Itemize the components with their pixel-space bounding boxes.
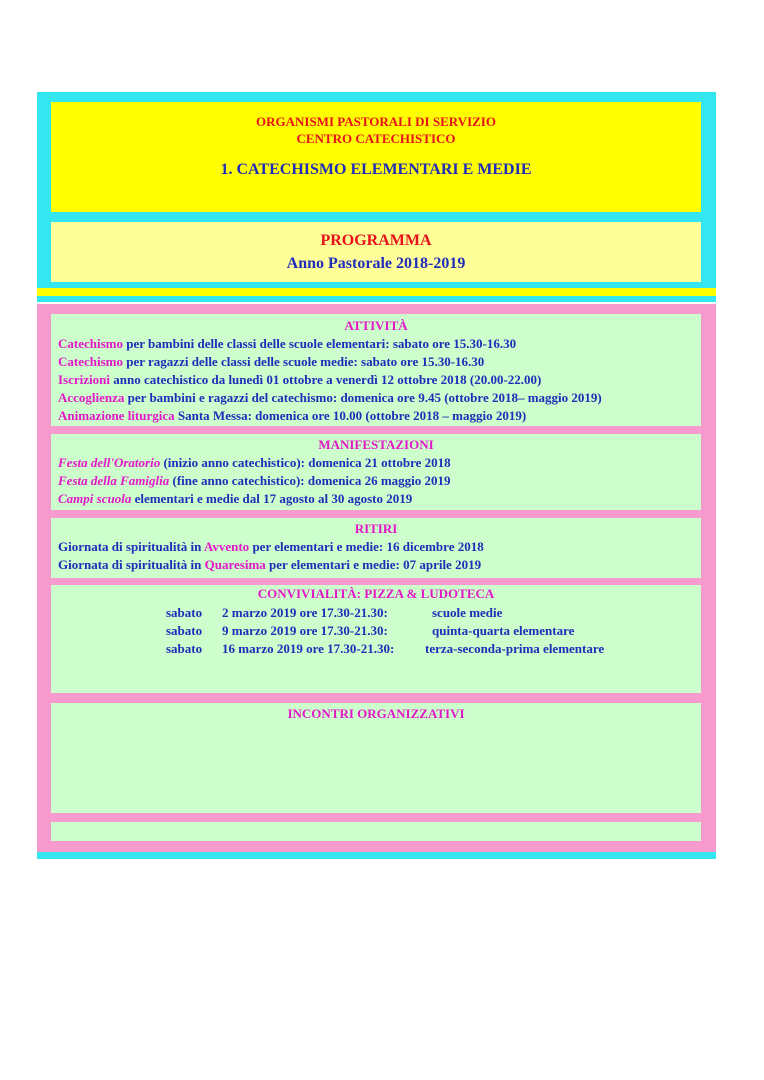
header-line2: CENTRO CATECHISTICO: [296, 131, 456, 146]
list-item: Festa dell'Oratorio (inizio anno catechistico): domenica 21 ottobre 2018: [58, 455, 451, 470]
list-item: Catechismo per bambini delle classi delle scuole elementari: sabato ore 15.30-16.30: [58, 336, 517, 351]
list-item: Iscrizioni anno catechistico da lunedì 01 ottobre a venerdì 12 ottobre 2018 (20.00-22.00): [58, 372, 542, 387]
list-item: Festa della Famiglia (fine anno catechistico): domenica 26 maggio 2019: [58, 473, 451, 488]
list-item: Campi scuola elementari e medie dal 17 agosto al 30 agosto 2019: [58, 491, 413, 506]
program-year: Anno Pastorale 2018-2019: [286, 255, 466, 272]
list-item: Catechismo per ragazzi delle classi delle scuole medie: sabato ore 15.30-16.30: [58, 354, 485, 369]
header-line1: ORGANISMI PASTORALI DI SERVIZIO: [256, 114, 496, 129]
list-item: Giornata di spiritualità in Quaresima per elementari e medie: 07 aprile 2019: [58, 557, 482, 572]
section-heading: MANIFESTAZIONI: [318, 437, 434, 452]
list-item: Animazione liturgica Santa Messa: domenica ore 10.00 (ottobre 2018 – maggio 2019): [58, 408, 527, 423]
program-box: [51, 222, 701, 282]
section-convivialita: CONVIVIALITÀ: PIZZA & LUDOTECA sabato 2 marzo 2019 ore 17.30-21.30: scuole medie sabato 9 marzo 2019 ore 17.30-21.30: quinta-quarta elementare sabato 16 marzo 2019 ore 17.30-21.30: terza-seconda-prima elementare: [51, 585, 701, 693]
section-ritiri: [51, 518, 701, 578]
section-heading: CONVIVIALITÀ: PIZZA & LUDOTECA: [257, 586, 495, 601]
section-heading: INCONTRI ORGANIZZATIVI: [287, 706, 465, 721]
page-title: 1. CATECHISMO ELEMENTARI E MEDIE: [220, 161, 532, 178]
section-attivita: [51, 314, 701, 426]
bottom-border: [37, 852, 716, 859]
section-incontri: [51, 703, 701, 813]
header-box: [51, 102, 701, 212]
program-title: PROGRAMMA: [320, 232, 432, 249]
section-empty: [51, 822, 701, 841]
section-manifestazioni: [51, 434, 701, 510]
section-heading: RITIRI: [354, 521, 398, 536]
section-heading: ATTIVITÀ: [344, 318, 408, 333]
list-item: Accoglienza per bambini e ragazzi del catechismo: domenica ore 9.45 (ottobre 2018– maggio 2019): [58, 390, 602, 405]
divider-stripe: [37, 288, 716, 296]
list-item: Giornata di spiritualità in Avvento per elementari e medie: 16 dicembre 2018: [58, 539, 484, 554]
